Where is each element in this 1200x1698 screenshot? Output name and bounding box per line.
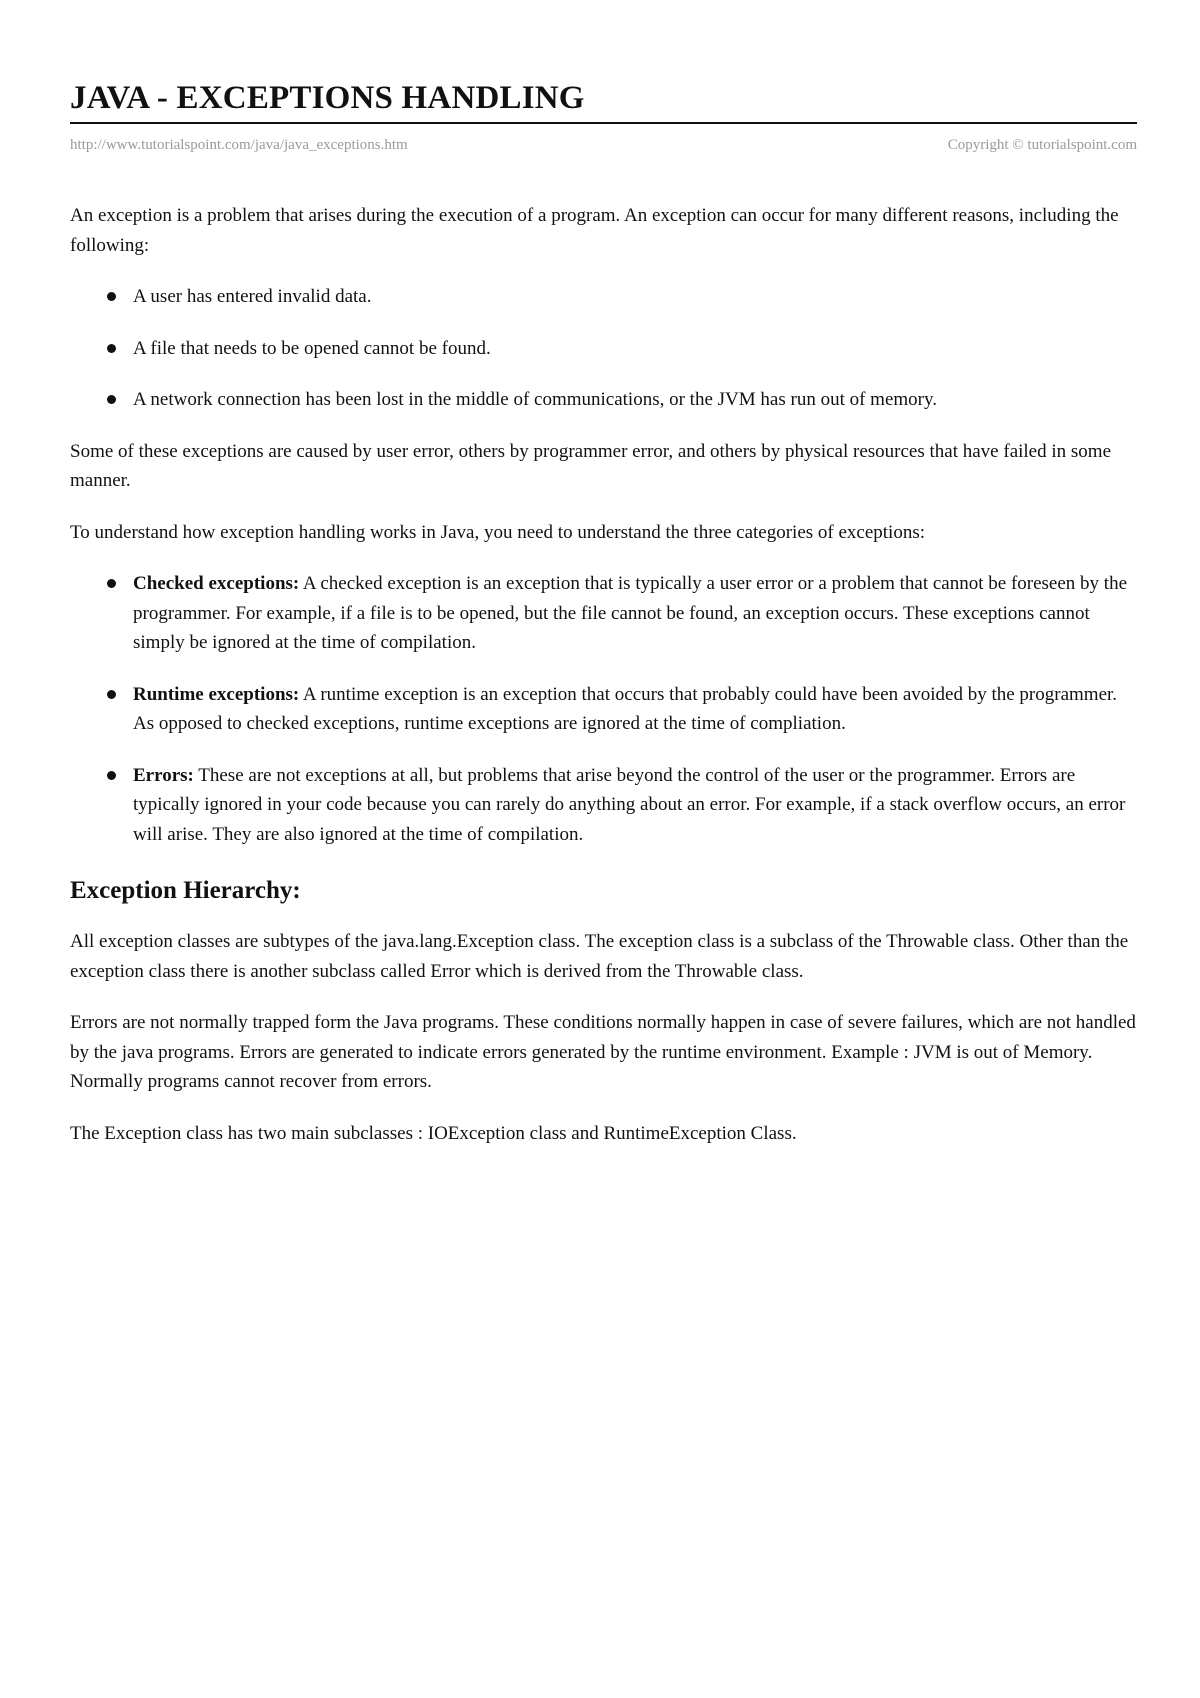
copyright-notice: Copyright © tutorialspoint.com — [947, 137, 1137, 153]
section-heading-exception-hierarchy: Exception Hierarchy: — [70, 877, 301, 904]
hierarchy-paragraph: All exception classes are subtypes of the java.lang.Exception class. The exception class is a subclass of the Throwable class. Other than the exception class there is another subclass called Error which is derived from the Throwable class. — [70, 931, 1129, 982]
category-term: Runtime exceptions: — [133, 683, 300, 705]
hierarchy-paragraph: Errors are not normally trapped form the Java programs. These conditions normally happen in case of severe failures, which are not handled by the java programs. Errors are generated to indicate errors generated by the runtime environment. Example : JVM is out of Memory. Normally programs cannot recover from errors. — [70, 1012, 1136, 1092]
hierarchy-paragraph: The Exception class has two main subclasses : IOException class and RuntimeException Class. — [70, 1122, 797, 1144]
category-description: A runtime exception is an exception that occurs that probably could have been avoided by the programmer. As opposed to checked exceptions, runtime exceptions are ignored at the time of compliation. — [133, 683, 1118, 734]
bullet-icon — [107, 292, 116, 301]
list-item-text: A user has entered invalid data. — [133, 286, 372, 307]
bullet-icon — [107, 690, 116, 699]
bullet-icon — [107, 344, 116, 353]
list-item — [70, 334, 1137, 364]
bullet-icon — [107, 771, 116, 780]
title-divider — [70, 122, 1137, 124]
category-description: A checked exception is an exception that is typically a user error or a problem that cannot be foreseen by the programmer. For example, if a file is to be opened, but the file cannot be found, an exception occurs. These exceptions cannot simply be ignored at the time of compilation. — [133, 573, 1128, 653]
list-item — [70, 282, 1137, 312]
list-item — [70, 569, 1137, 658]
causes-paragraph: Some of these exceptions are caused by user error, others by programmer error, and others by physical resources that have failed in some manner. — [70, 440, 1112, 491]
categories-intro-paragraph: To understand how exception handling works in Java, you need to understand the three categories of exceptions: — [70, 521, 926, 543]
list-item — [70, 761, 1137, 850]
list-item — [70, 680, 1137, 739]
categories-list — [70, 569, 1137, 849]
list-item — [70, 385, 1137, 415]
list-item-text: A file that needs to be opened cannot be found. — [133, 337, 491, 359]
reasons-list — [70, 282, 1137, 415]
category-term: Checked exceptions: — [133, 573, 300, 594]
page-header-meta — [70, 135, 1137, 155]
list-item-text: A network connection has been lost in the middle of communications, or the JVM has run out of memory. — [133, 389, 938, 410]
intro-paragraph: An exception is a problem that arises during the execution of a program. An exception can occur for many different reasons, including the following: — [70, 205, 1119, 256]
page-title: JAVA - EXCEPTIONS HANDLING — [70, 80, 585, 116]
bullet-icon — [107, 579, 116, 588]
document-body — [70, 201, 1137, 1148]
source-url: http://www.tutorialspoint.com/java/java_exceptions.htm — [70, 137, 408, 153]
bullet-icon — [107, 395, 116, 404]
category-description: These are not exceptions at all, but problems that arise beyond the control of the user or the programmer. Errors are typically ignored in your code because you can rarely do anything about an error. For example, if a stack overflow occurs, an error will arise. They are also ignored at the time of compilation. — [133, 764, 1126, 845]
category-term: Errors: — [133, 764, 194, 786]
